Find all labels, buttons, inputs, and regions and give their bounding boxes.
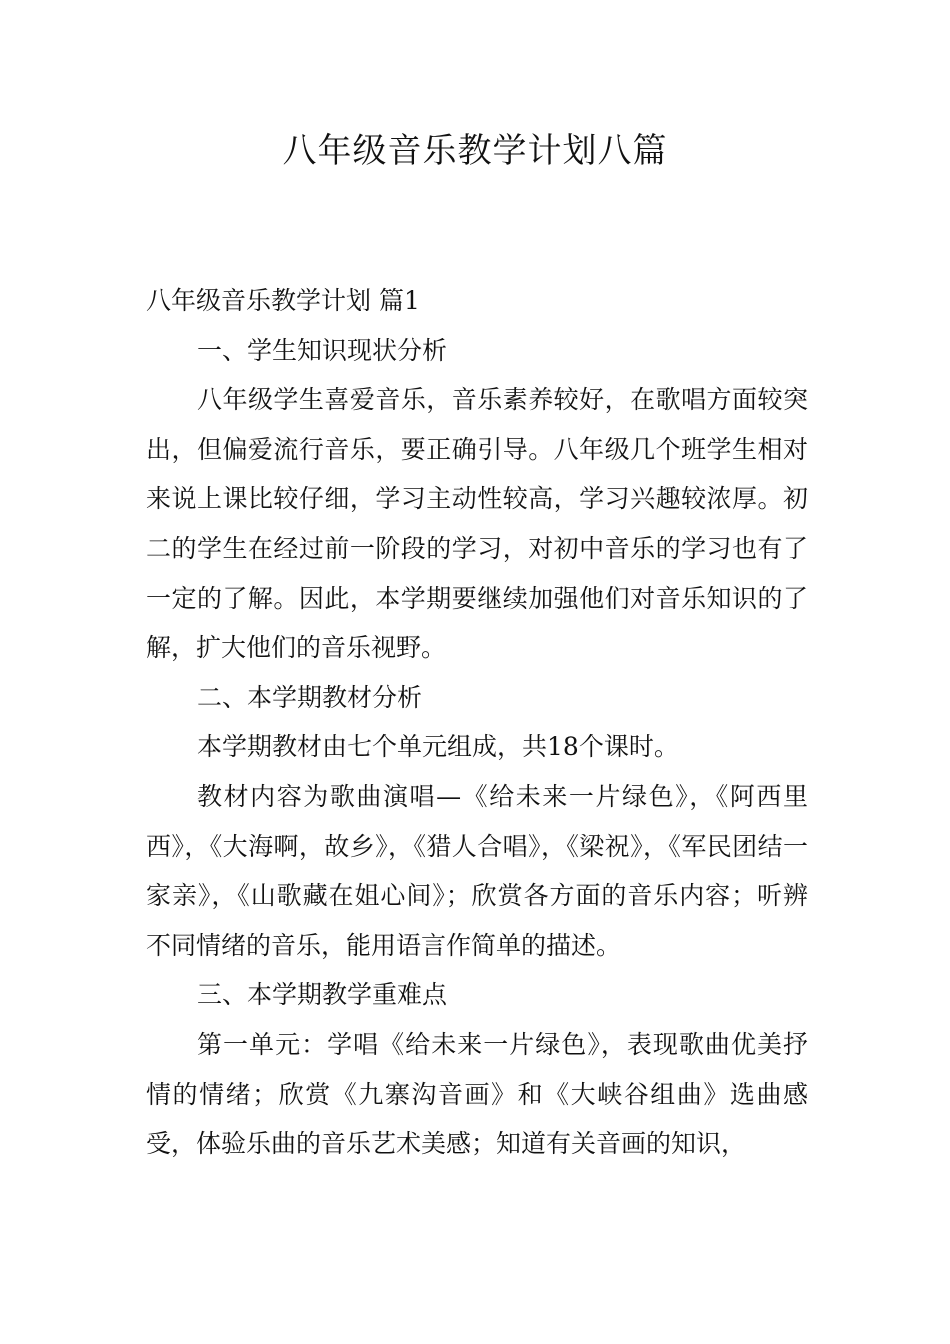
section-heading: 一、学生知识现状分析 [197, 335, 448, 365]
paragraph: 教材内容为歌曲演唱—《给未来一片绿色》，《阿西里西》，《大海啊，故乡》，《猎人合唱》，《梁祝》，《军民团结一家亲》，《山歌藏在姐心间》；欣赏各方面的音乐内容；听辨不同情绪的音乐，能用语言作简单的描述。 [146, 781, 808, 960]
document-body [146, 276, 808, 1169]
paragraph: 八年级学生喜爱音乐，音乐素养较好，在歌唱方面较突出，但偏爱流行音乐，要正确引导。八年级几个班学生相对来说上课比较仔细，学习主动性较高，学习兴趣较浓厚。初二的学生在经过前一阶段的学习，对初中音乐的学习也有了一定的了解。因此，本学期要继续加强他们对音乐知识的了解，扩大他们的音乐视野。 [146, 385, 808, 663]
paragraph: 第一单元：学唱《给未来一片绿色》，表现歌曲优美抒情的情绪；欣赏《九寨沟音画》和《大峡谷组曲》选曲感受，体验乐曲的音乐艺术美感；知道有关音画的知识， [146, 1029, 808, 1159]
document-title: 八年级音乐教学计划八篇 [282, 131, 668, 171]
paragraph: 本学期教材由七个单元组成，共18个课时。 [197, 732, 679, 762]
section-heading: 二、本学期教材分析 [197, 682, 423, 712]
section-subtitle: 八年级音乐教学计划 篇1 [146, 286, 420, 315]
section-heading: 三、本学期教学重难点 [197, 980, 448, 1010]
